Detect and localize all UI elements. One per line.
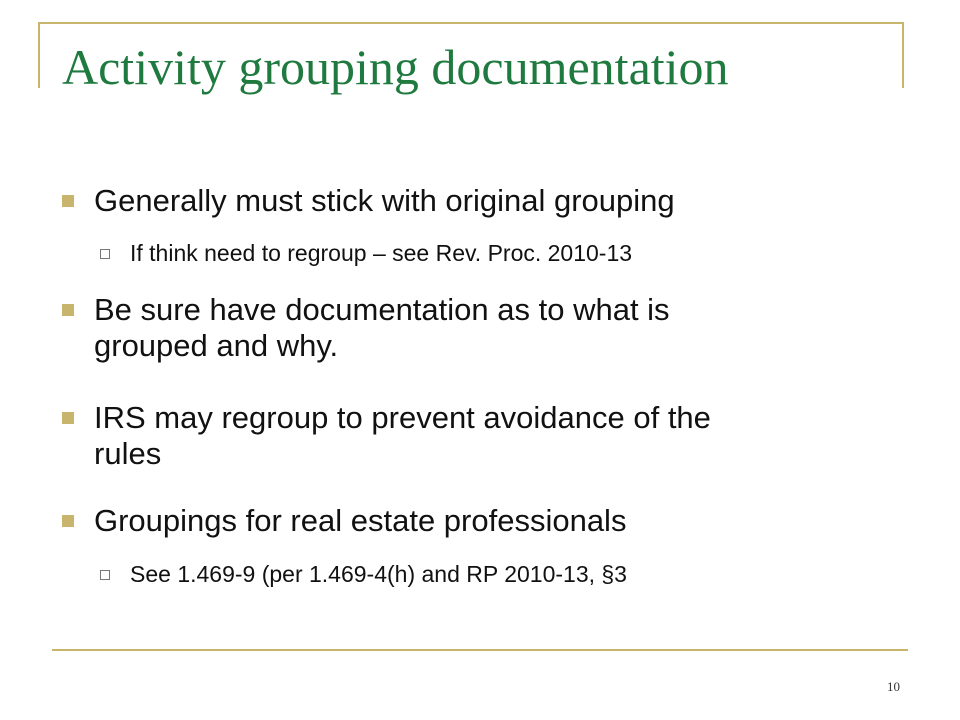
bullet-text bbox=[94, 400, 711, 472]
square-bullet-icon bbox=[62, 515, 74, 527]
bullet-text bbox=[94, 183, 675, 219]
bullet-text bbox=[94, 503, 626, 539]
title-frame-right-rule bbox=[902, 22, 904, 88]
slide-title: Activity grouping documentation bbox=[62, 39, 729, 95]
footer-rule bbox=[52, 649, 908, 651]
hollow-square-bullet-icon bbox=[100, 249, 110, 259]
bullet-text-line: grouped and why. bbox=[94, 328, 339, 363]
sub-bullet-text bbox=[130, 239, 632, 267]
square-bullet-icon bbox=[62, 304, 74, 316]
bullet-text-line: If think need to regroup – see Rev. Proc. 2010-13 bbox=[130, 240, 633, 266]
sub-bullet-text bbox=[130, 560, 627, 588]
bullet-text-line: IRS may regroup to prevent avoidance of the bbox=[94, 400, 711, 435]
bullet-text bbox=[94, 292, 670, 364]
square-bullet-icon bbox=[62, 412, 74, 424]
bullet-text-line: See 1.469-9 (per 1.469-4(h) and RP 2010-13, §3 bbox=[130, 561, 627, 587]
square-bullet-icon bbox=[62, 195, 74, 207]
title-frame-top-rule bbox=[38, 22, 904, 24]
hollow-square-bullet-icon bbox=[100, 570, 110, 580]
bullet-text-line: Groupings for real estate professionals bbox=[94, 503, 627, 538]
bullet-text-line: rules bbox=[94, 436, 162, 471]
bullet-text-line: Be sure have documentation as to what is bbox=[94, 292, 670, 327]
bullet-text-line: Generally must stick with original grouping bbox=[94, 183, 675, 218]
title-frame-left-rule bbox=[38, 22, 40, 88]
page-number: 10 bbox=[887, 679, 900, 694]
